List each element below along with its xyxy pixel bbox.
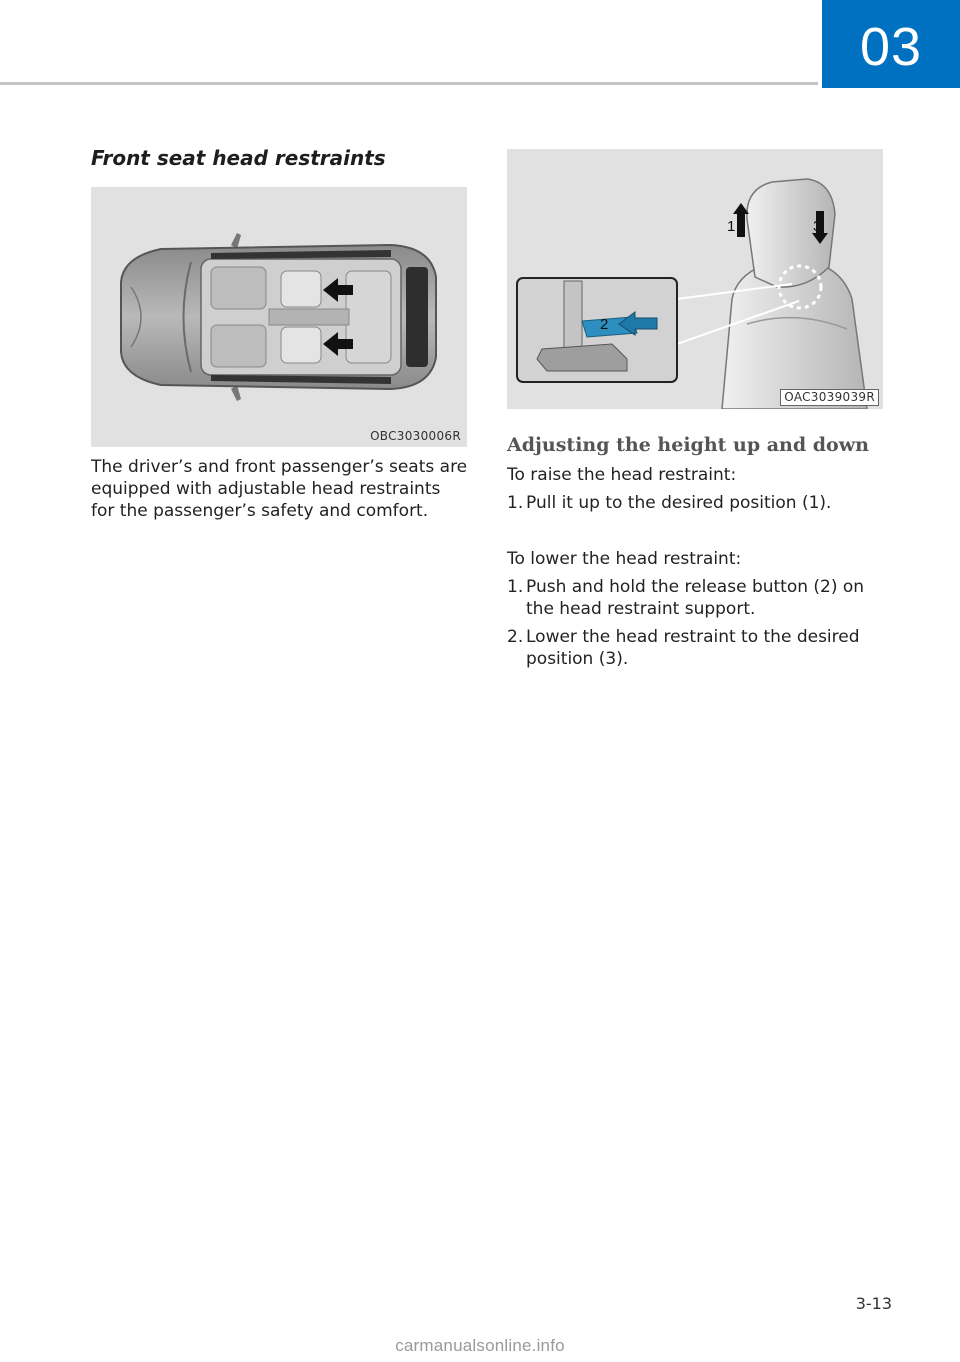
car-top-view-illustration [91,187,467,447]
list-item: 2. Lower the head restraint to the desired position (3). [507,627,860,669]
body-paragraph: The driver’s and front passenger’s seats are equipped with adjustable head restraints for the passenger’s safety and comfort. [91,457,468,521]
section-heading: Front seat head restraints [91,146,386,170]
subsection-heading: Adjusting the height up and down [507,434,869,456]
callout-2: 2 [600,316,609,333]
callout-3: 3 [813,218,822,235]
page-number: 3-13 [855,1294,892,1313]
header-rule [0,82,818,85]
list-item: 1. Pull it up to the desired position (1). [507,493,832,513]
figure-code: OBC3030006R [370,429,461,443]
head-restraint-illustration [507,149,883,409]
lower-steps [507,576,889,676]
chapter-tab: 03 [822,0,960,88]
lower-intro: To lower the head restraint: [507,549,742,569]
raise-steps [507,492,889,520]
list-item: 1. Push and hold the release button (2) on the head restraint support. [507,577,865,619]
head-restraint-figure [507,149,883,409]
car-top-view-figure [91,187,467,447]
raise-intro: To raise the head restraint: [507,465,737,485]
watermark-text: carmanualsonline.info [395,1336,565,1355]
figure-code: OAC3039039R [780,389,879,406]
callout-1: 1 [727,218,736,235]
